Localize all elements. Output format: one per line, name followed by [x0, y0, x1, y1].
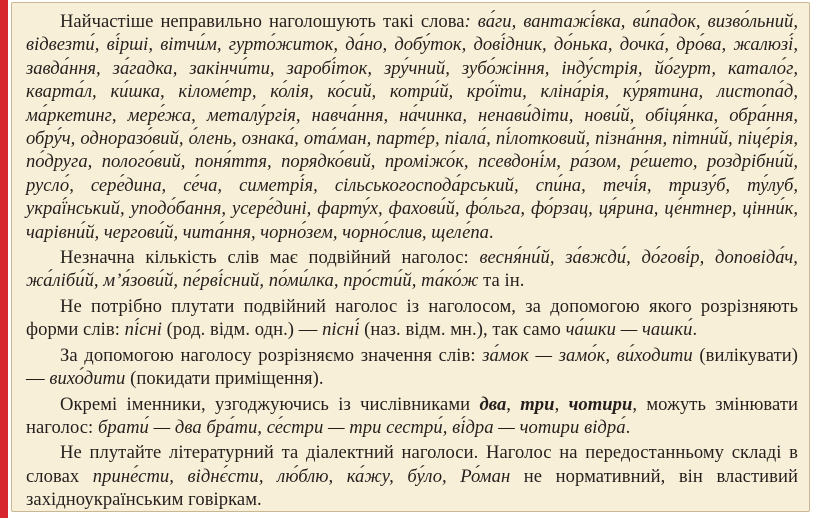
- example-words: вихо́дити: [49, 368, 126, 390]
- example-words: ча́шки — чашки́: [565, 319, 693, 341]
- text-segment: ,: [554, 393, 569, 415]
- text-segment: (вилікувати) —: [26, 344, 798, 390]
- paragraph-words-with-frequent-stress-errors: [26, 10, 798, 244]
- text-segment: Незначна кількість слів має подвійний наголос:: [60, 247, 480, 269]
- text-segment: Найчастіше неправильно наголошують такі слова: [60, 11, 465, 32]
- text-segment: .: [625, 416, 631, 438]
- text-segment: та ін.: [478, 270, 525, 292]
- paragraph-numerals-agreement: [26, 393, 798, 440]
- example-words: пісні́: [322, 319, 360, 341]
- text-segment: (род. відм. одн.) —: [161, 319, 323, 341]
- paragraph-meaning-distinction: [26, 344, 798, 391]
- text-segment: За допомогою наголосу розрізняємо значення слів:: [60, 344, 483, 366]
- example-words: пі́сні: [124, 319, 162, 341]
- example-words: брати́ — два бра́ти, се́стри — три сестри́, ві́дра — чотири відра́: [97, 416, 626, 438]
- example-words: два: [479, 393, 507, 415]
- text-segment: (наз. відм. мн.), так само: [359, 319, 566, 341]
- text-segment: Окремі іменники, узгоджуючись із числівниками: [60, 393, 480, 415]
- example-words: прине́сти, віднє́сти, лю́блю, ка́жу, бу́ло, Ро́ман: [92, 465, 511, 487]
- text-segment: .: [488, 221, 494, 243]
- example-words: за́мок — замо́к, ви́ходити: [482, 344, 693, 366]
- text-segment: (покидати приміщення).: [125, 368, 324, 390]
- text-segment: Не потрібно плутати подвійний наголос із наголосом, за допомогою якого розрізняють форми слів:: [26, 295, 798, 341]
- text-segment: , можуть змінювати наголос:: [26, 393, 798, 438]
- text-segment: не нормативний, він властивий західноукраїнським говіркам.: [26, 465, 798, 511]
- text-segment: .: [692, 319, 698, 341]
- paragraph-word-forms-distinction: [26, 295, 798, 342]
- example-words: три: [520, 393, 555, 415]
- example-words: чотири: [568, 393, 633, 415]
- paragraph-dialect-stress: [26, 441, 798, 511]
- paragraph-double-stress-words: [26, 246, 798, 293]
- rule-text-box: [11, 2, 810, 512]
- red-accent-bar: [0, 0, 8, 518]
- example-words: : ва́ги, вантажі́вка, ви́падок, визво́льний, відвезти́, ві́рші, вітчи́м, гурто́житок, да́но, добу́ток, дові́дник, до́нька, дочка́, дро́ва, жалюзі́, завда́ння, за́гадка, закінчи́ти, заробі́ток, зру́чний, зубо́жіння, інду́стрія, йо́гурт, катало́г, кварта́л, ки́шка, кіломе́тр, ко́лія, ко́сий, котри́й, кро́їти, кліна́рія, ку́рятина, листопа́д, ма́ркетинг, мере́жа, металу́ргія, навча́ння, на́чинка, ненави́діти, нови́й, обіця́нка, обра́ння, обру́ч, одноразо́вий, о́лень, ознака́, ота́ман, парте́р, піала́, пі́лотковий, пізна́ння, пітни́й, піце́рія, по́друга, полого́вий, поня́ття, порядко́вий, проміжо́к, псевдоні́м, ра́зом, ре́шето, роздрібни́й, русло́, сере́дина, се́ча, симетрі́я, сільськогоспода́рський, спи́на, течі́я, тризу́б, ту́луб, украї́нський, уподо́бання, усере́дині, фарту́х, фахови́й, фо́льга, фо́рзац, ця́рина, це́нтнер, цінни́к, чарівни́й, чергови́й, чита́ння, чорно́зем, чорно́слив, щеле́па: [26, 11, 798, 243]
- text-segment: ,: [506, 393, 521, 415]
- text-segment: Не плутайте літературний та діалектний наголоси. Наголос на передостанньому складі в словах: [26, 442, 798, 487]
- example-words: весня́ни́й, за́вжди́, до́гові́р, доповіда́ч, жа́ліби́й, м’я́зови́й, пе́рві́сний, по́ми́лка, про́сти́й, та́ко́ж: [26, 247, 798, 292]
